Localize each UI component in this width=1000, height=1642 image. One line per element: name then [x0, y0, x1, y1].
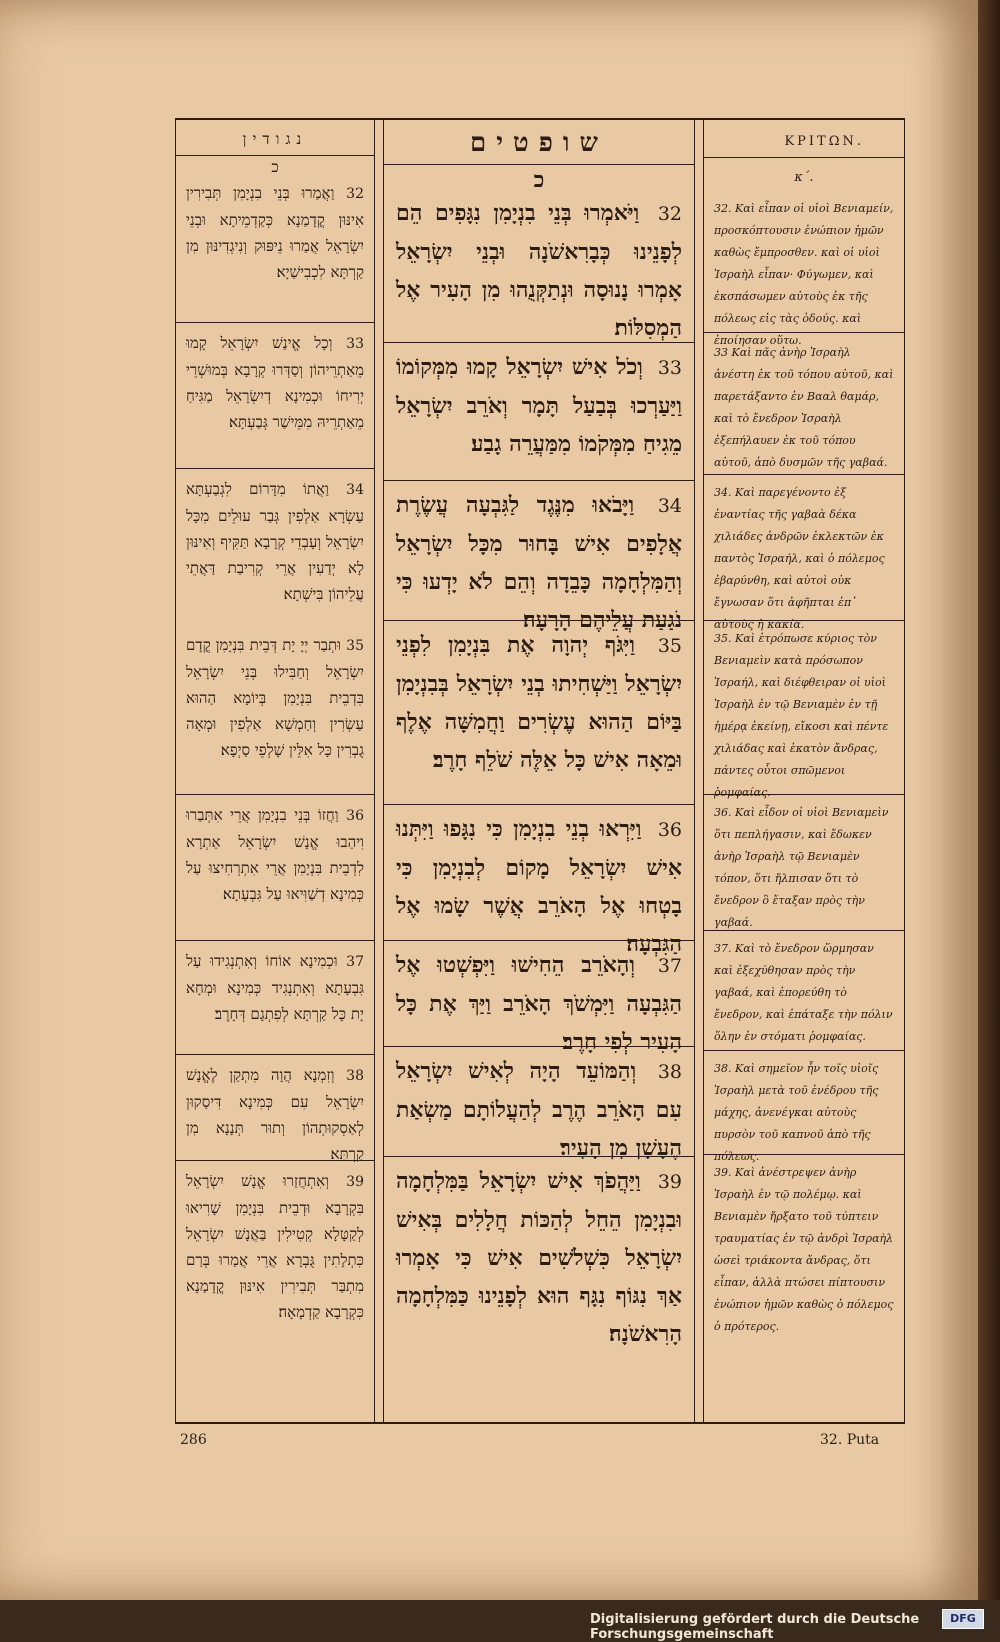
- divider: [384, 804, 694, 805]
- greek-header: ΚΡΙΤΩΝ.: [704, 120, 904, 158]
- greek-verse-34: 34. Καὶ παρεγένοντο ἐξ ἐναντίας τῆς γαβαὰ δέκα χιλιάδες ἀνδρῶν ἐκλεκτῶν ἐκ παντὸς Ἰσραήλ, καὶ ὁ πόλεμος ἐβαρύνθη, καὶ αὐτοὶ οὐκ ἔγνωσαν ὅτι ἀφῆπται ἐπ᾽ αὐτοὺς ἡ κακία.: [714, 486, 885, 631]
- divider: [176, 322, 374, 323]
- aramaic-verse-38: 38 וְזִמְנָא הֲוָה מִתְקַן לֶאֱנָשׁ יִשְׂרָאֵל עִם כְּמִינָא דִּיסַקוּן לְאַסְקוּתְהוֹן וְתוּר תְּנָנָא מִן קַרְתָּא׃: [186, 1066, 364, 1163]
- hebrew-verse-35: 35 וַיִּגֹּף יְהוָה אֶת בִּנְיָמִן לִפְנֵי יִשְׂרָאֵל וַיַּשְׁחִיתוּ בְנֵי יִשְׂרָאֵל בְּבִנְיָמִן בַּיּוֹם הַהוּא עֶשְׂרִים וַחֲמִשָּׁה אֶלֶף וּמֵאָה אִישׁ כָּל אֵלֶּה שֹׁלֵף חָרֶב׃: [396, 632, 682, 773]
- divider: [176, 468, 374, 469]
- greek-verse-39: 39. Καὶ ἀνέστρεψεν ἀνὴρ Ἰσραὴλ ἐν τῷ πολέμῳ. καὶ Βενιαμὲν ἤρξατο τοῦ τύπτειν τραυματίας ἐν τῷ ἀνδρὶ Ἰσραὴλ ὡσεὶ τριάκοντα ἄνδρας, ὅτι εἶπαν, ἀλλὰ πτώσει πίπτουσιν ἐνώπιον ἡμῶν καθὼς ὁ πόλεμος ὁ πρότερος.: [714, 1166, 894, 1333]
- divider: [704, 930, 904, 931]
- divider: [704, 620, 904, 621]
- hebrew-column: [383, 120, 695, 1422]
- divider: [384, 1046, 694, 1047]
- greek-verse-35: 35. Καὶ ἐτρόπωσε κύριος τὸν Βενιαμεὶν κατὰ πρόσωπον Ἰσραήλ, καὶ διέφθειραν οἱ υἱοὶ Ἰσραὴλ ἐν τῷ Βενιαμὲν ἐν τῇ ἡμέρᾳ ἐκείνῃ, εἴκοσι καὶ πέντε χιλιάδας καὶ ἑκατὸν ἄνδρας, πάντες οὗτοι σπῶμενοι ῥομφαίας.: [714, 632, 889, 799]
- dfg-logo: DFG: [942, 1609, 984, 1629]
- divider: [176, 794, 374, 795]
- text-frame: [175, 118, 905, 1424]
- aramaic-column: [175, 120, 375, 1422]
- aramaic-verse-32: 32 וַאֲמַרוּ בְּנֵי בִנְיָמִן תְּבִירִין אִינּוּן קֳדָמַנָא כְּקַדְמֵיתָא וּבְנֵי יִשְׂרָאֵל אֲמַרוּ נֵיפּוּק וְנִיגְדִינּוּן מִן קַרְתָּא לִכְבִישַׁיָא׃: [186, 184, 364, 281]
- divider: [176, 1054, 374, 1055]
- book-gutter: [978, 0, 1000, 1600]
- divider: [704, 474, 904, 475]
- aramaic-verse-37: 37 וּכְמִינָא אוֹחוֹ וְאִתְנְגִידוּ עַל גִּבְעָתָא וְאִתְנְגִיד כְּמִינָא וּמְחָא יָת כָּל קַרְתָּא לְפִתְגָם דְּחָרֶב׃: [186, 952, 364, 1023]
- hebrew-verse-37: 37 וְהָאֹרֵב הֵחִישׁוּ וַיִּפְשְׁטוּ אֶל הַגִּבְעָה וַיִּמְשֹׁךְ הָאֹרֵב וַיַּךְ אֶת כָּל הָעִיר לְפִי חָרֶב׃: [396, 952, 682, 1055]
- divider: [176, 940, 374, 941]
- aramaic-header: נגודין: [176, 120, 374, 156]
- greek-verse-36: 36. Καὶ εἶδον οἱ υἱοὶ Βενιαμεὶν ὅτι πεπλήγασιν, καὶ ἔδωκεν ἀνὴρ Ἰσραὴλ τῷ Βενιαμὲν τόπον, ὅτι ἤλπισαν ὅτι τὸ ἔνεδρον ὃ ἔταξαν πρὸς τὴν γαβαά.: [714, 806, 889, 929]
- divider: [704, 1154, 904, 1155]
- digitization-credit: Digitalisierung gefördert durch die Deutsche Forschungsgemeinschaft: [590, 1612, 920, 1642]
- divider: [384, 342, 694, 343]
- divider: [384, 480, 694, 481]
- aramaic-verse-36: 36 וַחֲזוֹ בְּנֵי בִנְיָמִן אֲרֵי אִתְּבַרוּ וִיהַבוּ אֱנָשׁ יִשְׂרָאֵל אַתְרָא לִדְבֵית בִּנְיָמִן אֲרֵי אִתְרְחִיצוּ עַל כְּמִינָא דְשַׁוִּיאוּ עַל גִּבְעָתָא׃: [186, 806, 364, 903]
- greek-verse-38: 38. Καὶ σημεῖον ἦν τοῖς υἱοῖς Ἰσραὴλ μετὰ τοῦ ἐνέδρου τῆς μάχης, ἀνενέγκαι αὐτοὺς πυρσὸν τοῦ καπνοῦ ἀπὸ τῆς πόλεως.: [714, 1062, 879, 1163]
- aramaic-verse-34: 34 וַאֲתוֹ מִדָּרוֹם לִגְבַעְתָּא עַשְׂרָא אַלְפִין גְּבַר עוּלֵים מִכָּל יִשְׂרָאֵל וְעָבְדֵי קְרָבָא תַּקִּיף וְאִינּוּן לָא יְדַעִין אֲרֵי קְרִיבַת דַּאֲתֵי עֲלֵיהוֹן בִּישְׁתָא׃: [186, 480, 364, 603]
- divider: [384, 940, 694, 941]
- aramaic-verse-39: 39 וְאִתְחֲזַרוּ אֱנָשׁ יִשְׂרָאֵל בִּקְרָבָא וּדְבֵית בִּנְיָמִן שָׁרִיאוּ לְקַטָּלָא קְטִילִין בַּאֲנָשׁ יִשְׂרָאֵל כִּתְלָתִין גֻּבְרָא אֲרֵי אֲמַרוּ בְּרַם מִתְבַּר תְּבִירִין אִינּוּן קֳדָמַנָא כִּקְרָבָא קַדְמָאָה׃: [186, 1172, 364, 1321]
- divider: [704, 332, 904, 333]
- greek-verse-33: 33 Καὶ πᾶς ἀνὴρ Ἰσραὴλ ἀνέστη ἐκ τοῦ τόπου αὐτοῦ, καὶ παρετάξαντο ἐν Βααλ θαμάρ, καὶ τὸ ἔνεδρον Ἰσραὴλ ἐξεπήλαυεν ἐκ τοῦ τόπου αὐτοῦ, ἀπὸ δυσμῶν τῆς γαβαά.: [714, 346, 894, 469]
- hebrew-verse-36: 36 וַיִּרְאוּ בְנֵי בִנְיָמִן כִּי נִגָּפוּ וַיִּתְּנוּ אִישׁ יִשְׂרָאֵל מָקוֹם לְבִנְיָמִן כִּי בָטְחוּ אֶל הָאֹרֵב אֲשֶׁר שָׂמוּ אֶל הַגִּבְעָה׃: [396, 816, 682, 957]
- greek-column: [703, 120, 905, 1422]
- greek-verse-32: 32. Καὶ εἶπαν οἱ υἱοὶ Βενιαμείν, προσκόπτουσιν ἐνώπιον ἡμῶν καθὼς ἔμπροσθεν. καὶ οἱ υἱοὶ Ἰσραὴλ εἶπαν· Φύγωμεν, καὶ ἐκσπάσωμεν αὐτοὺς ἐκ τῆς πόλεως εἰς τὰς ὁδούς. καὶ ἐποίησαν οὕτω.: [714, 202, 894, 347]
- aramaic-chapter: כ: [271, 158, 279, 176]
- hebrew-verse-34: 34 וַיָּבֹאוּ מִנֶּגֶד לַגִּבְעָה עֲשֶׂרֶת אֲלָפִים אִישׁ בָּחוּר מִכָּל יִשְׂרָאֵל וְהַמִּלְחָמָה כָּבֵדָה וְהֵם לֹא יָדְעוּ כִּי נֹגַעַת עֲלֵיהֶם הָרָעָה׃: [396, 492, 682, 633]
- greek-verse-37: 37. Καὶ τὸ ἔνεδρον ὥρμησαν καὶ ἐξεχύθησαν πρὸς τὴν γαβαά, καὶ ἐπορεύθη τὸ ἔνεδρον, καὶ ἐπάταξε τὴν πόλιν ὅλην ἐν στόματι ῥομφαίας.: [714, 942, 893, 1043]
- hebrew-verse-39: 39 וַיַּהֲפֹךְ אִישׁ יִשְׂרָאֵל בַּמִּלְחָמָה וּבִנְיָמִן הֵחֵל לְהַכּוֹת חֲלָלִים בְּאִישׁ יִשְׂרָאֵל כִּשְׁלֹשִׁים אִישׁ כִּי אָמְרוּ אַךְ נִגּוֹף נִגָּף הוּא לְפָנֵינוּ כַּמִּלְחָמָה הָרִאשֹׁנָה׃: [396, 1168, 682, 1347]
- greek-chapter: κ΄.: [794, 170, 814, 185]
- divider: [704, 794, 904, 795]
- aramaic-verse-33: 33 וְכָל אֱינַשׁ יִשְׂרָאֵל קָמוּ מֵאַתְרֵיהוֹן וְסַדְּרוּ קְרָבָא בְּמוּשְׁרֵי יְרִיחוֹ וּכְמִינָא דְיִשְׂרָאֵל מַגִּיחַ מֵאַתְרֵיהּ מִמֵּישַׁר גְּבַעְתָּא׃: [186, 334, 364, 431]
- hebrew-verse-32: 32 וַיֹּאמְרוּ בְּנֵי בִנְיָמִן נִגָּפִים הֵם לְפָנֵינוּ כְּבָרִאשֹׁנָה וּבְנֵי יִשְׂרָאֵל אָמְרוּ נָנוּסָה וּנְתַקְּנֻהוּ מִן הָעִיר אֶל הַמְסִלּוֹת׃: [396, 200, 682, 341]
- hebrew-header: שופטים: [384, 120, 694, 165]
- hebrew-verse-33: 33 וְכֹל אִישׁ יִשְׂרָאֵל קָמוּ מִמְּקוֹמוֹ וַיַּעַרְכוּ בְּבַעַל תָּמָר וְאֹרֵב יִשְׂרָאֵל מֵגִיחַ מִמְּקֹמוֹ מִמַּעֲרֵה גָבַע׃: [396, 354, 682, 457]
- divider: [704, 1050, 904, 1051]
- divider: [176, 1160, 374, 1161]
- aramaic-verse-35: 35 וּתְבַר יְיָ יָת דְּבֵית בִּנְיָמִן קֳדָם יִשְׂרָאֵל וְחַבִּילוּ בְּנֵי יִשְׂרָאֵל בִּדְבֵית בִּנְיָמִן בְּיוֹמָא הַהוּא עַשְׂרִין וְחַמְשָׁא אַלְפִין וּמְאָה גֻבְרִין כָּל אִלֵּין שָׁלְפֵי סַיְפָא׃: [186, 636, 364, 759]
- catchword: 32. Puta: [820, 1432, 880, 1448]
- divider: [384, 620, 694, 621]
- divider: [384, 1156, 694, 1157]
- page-number: 286: [180, 1432, 207, 1448]
- hebrew-chapter: כ: [533, 167, 545, 193]
- hebrew-verse-38: 38 וְהַמּוֹעֵד הָיָה לְאִישׁ יִשְׂרָאֵל עִם הָאֹרֵב הֶרֶב לְהַעֲלוֹתָם מַשְׂאַת הֶעָשָׁן מִן הָעִיר׃: [396, 1058, 682, 1161]
